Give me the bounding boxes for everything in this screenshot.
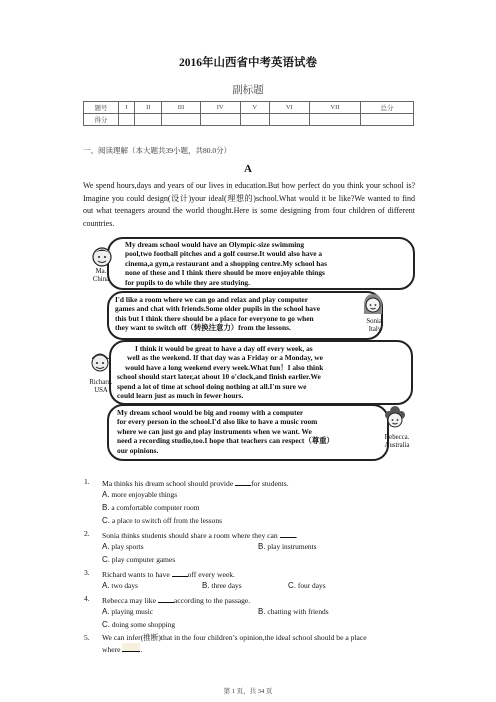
score-cell: [119, 114, 135, 126]
score-cell: [309, 114, 360, 126]
score-header-cell: II: [135, 102, 162, 114]
question-number: 2.: [84, 529, 90, 538]
reading-passage: We spend hours,days and years of our lives in education.But how perfect do you think your school is?Imagine you could design(设计)your ideal(理想的)school.What would it be like?We wanted to find out what teenagers around the world thought.Here is some designing from four children of different countries.: [83, 181, 415, 228]
score-cell: [135, 114, 162, 126]
score-cell: [200, 114, 240, 126]
question-3-stem: Richard wants to have off every week.: [102, 570, 235, 579]
score-header-cell: VII: [309, 102, 360, 114]
question-2-option-c[interactable]: C. play computer games: [102, 555, 176, 564]
question-number: 1.: [84, 477, 90, 486]
exam-subtitle: 副标题: [232, 85, 264, 96]
question-3-option-b[interactable]: B. three days: [202, 581, 242, 590]
question-3-option-c[interactable]: C. four days: [288, 581, 326, 590]
girl-avatar-icon: [361, 292, 385, 318]
score-table-header-row: [84, 102, 414, 114]
speaker-label-ma: Ma. China: [92, 268, 110, 283]
score-header-cell: IV: [200, 102, 240, 114]
question-4-stem: Rebecca may like according to the passage.: [102, 596, 251, 605]
score-header-cell: 总分: [361, 102, 414, 114]
score-header-cell: 题号: [84, 102, 119, 114]
girl-curly-avatar-icon: [383, 406, 407, 432]
question-number: 5.: [84, 633, 90, 642]
question-1-option-a[interactable]: A. more enjoyable things: [102, 490, 178, 499]
bubble-richard-text: I think it would be great to have a day off every week, as well as the weekend. If that day was a Friday or a Monday, we would have a long weekend every week.What fun！I also think school should start later,at about 10 o'clock,and finish earlier.We spend a lot of time at school doing nothing at all.I'm sure we could learn just as much in fewer hours.: [117, 344, 324, 401]
bubble-sonia-text: I'd like a room where we can go and relax and play computer games and chat with friends.Some older pupils in the school have this but I think there should be a place for everyone to go when they want to switch off（转换注意力）from the lessons.: [115, 295, 320, 333]
boy-cap-avatar-icon: [87, 348, 113, 376]
question-2-option-b[interactable]: B. play instruments: [258, 542, 317, 551]
score-row-label: 得分: [84, 114, 119, 126]
boy-avatar-icon: [89, 244, 115, 270]
bubble-ma-text: My dream school would have an Olympic-size swimming pool,two football pitches and a golf course.It would also have a cinema,a gym,a restaurant and a shopping centre.My school has none of these and I think there should be more enjoyable things for pupils to do while they are studying.: [125, 240, 327, 287]
question-5-stem: We can infer(推断)that in the four children’s opinion,the ideal school should be a place where .: [102, 633, 367, 654]
section-heading: 一、阅读理解（本大题共39小题，共80.0分）: [83, 146, 232, 155]
question-1-option-c[interactable]: C. a place to switch off from the lessons: [102, 516, 222, 525]
score-cell: [269, 114, 309, 126]
question-3-option-a[interactable]: A. two days: [102, 581, 138, 590]
question-number: 3.: [84, 568, 90, 577]
question-number: 4.: [84, 594, 90, 603]
score-cell: [162, 114, 200, 126]
score-table-score-row: [84, 114, 414, 126]
speech-bubbles-figure: [83, 236, 415, 462]
bubble-rebecca-text: My dream school would be big and roomy with a computer for every person in the school.I'd also like to have a music room where we can just go and play instruments when we want. We need a recording studio,too.I hope that teachers can respect（尊重） our opinions.: [117, 408, 334, 455]
question-2-stem: Sonia thinks students should share a room where they can .: [102, 531, 298, 540]
question-4-option-a[interactable]: A. playing music: [102, 607, 154, 616]
score-header-cell: V: [240, 102, 269, 114]
page-footer: 第 1 页，共 34 页: [223, 688, 273, 695]
part-label: A: [244, 163, 252, 175]
question-4-option-b[interactable]: B. chatting with friends: [258, 607, 329, 616]
exam-title: 2016年山西省中考英语试卷: [179, 57, 317, 69]
question-1-stem: Ma thinks his dream school should provide for students.: [102, 479, 289, 488]
speaker-label-richard: Richard. USA: [89, 379, 113, 394]
question-4-option-c[interactable]: C. doing some shopping: [102, 620, 176, 629]
score-header-cell: VI: [269, 102, 309, 114]
score-cell: [240, 114, 269, 126]
question-1-option-b[interactable]: B. a comfortable computer room: [102, 503, 200, 512]
question-2-option-a[interactable]: A. play sports: [102, 542, 144, 551]
score-table: [83, 101, 414, 126]
speaker-label-rebecca: Rebecca. Australia: [384, 434, 410, 449]
score-header-cell: III: [162, 102, 200, 114]
score-cell: [361, 114, 414, 126]
score-header-cell: I: [119, 102, 135, 114]
speaker-label-sonia: Sonia. Italy: [366, 318, 384, 333]
